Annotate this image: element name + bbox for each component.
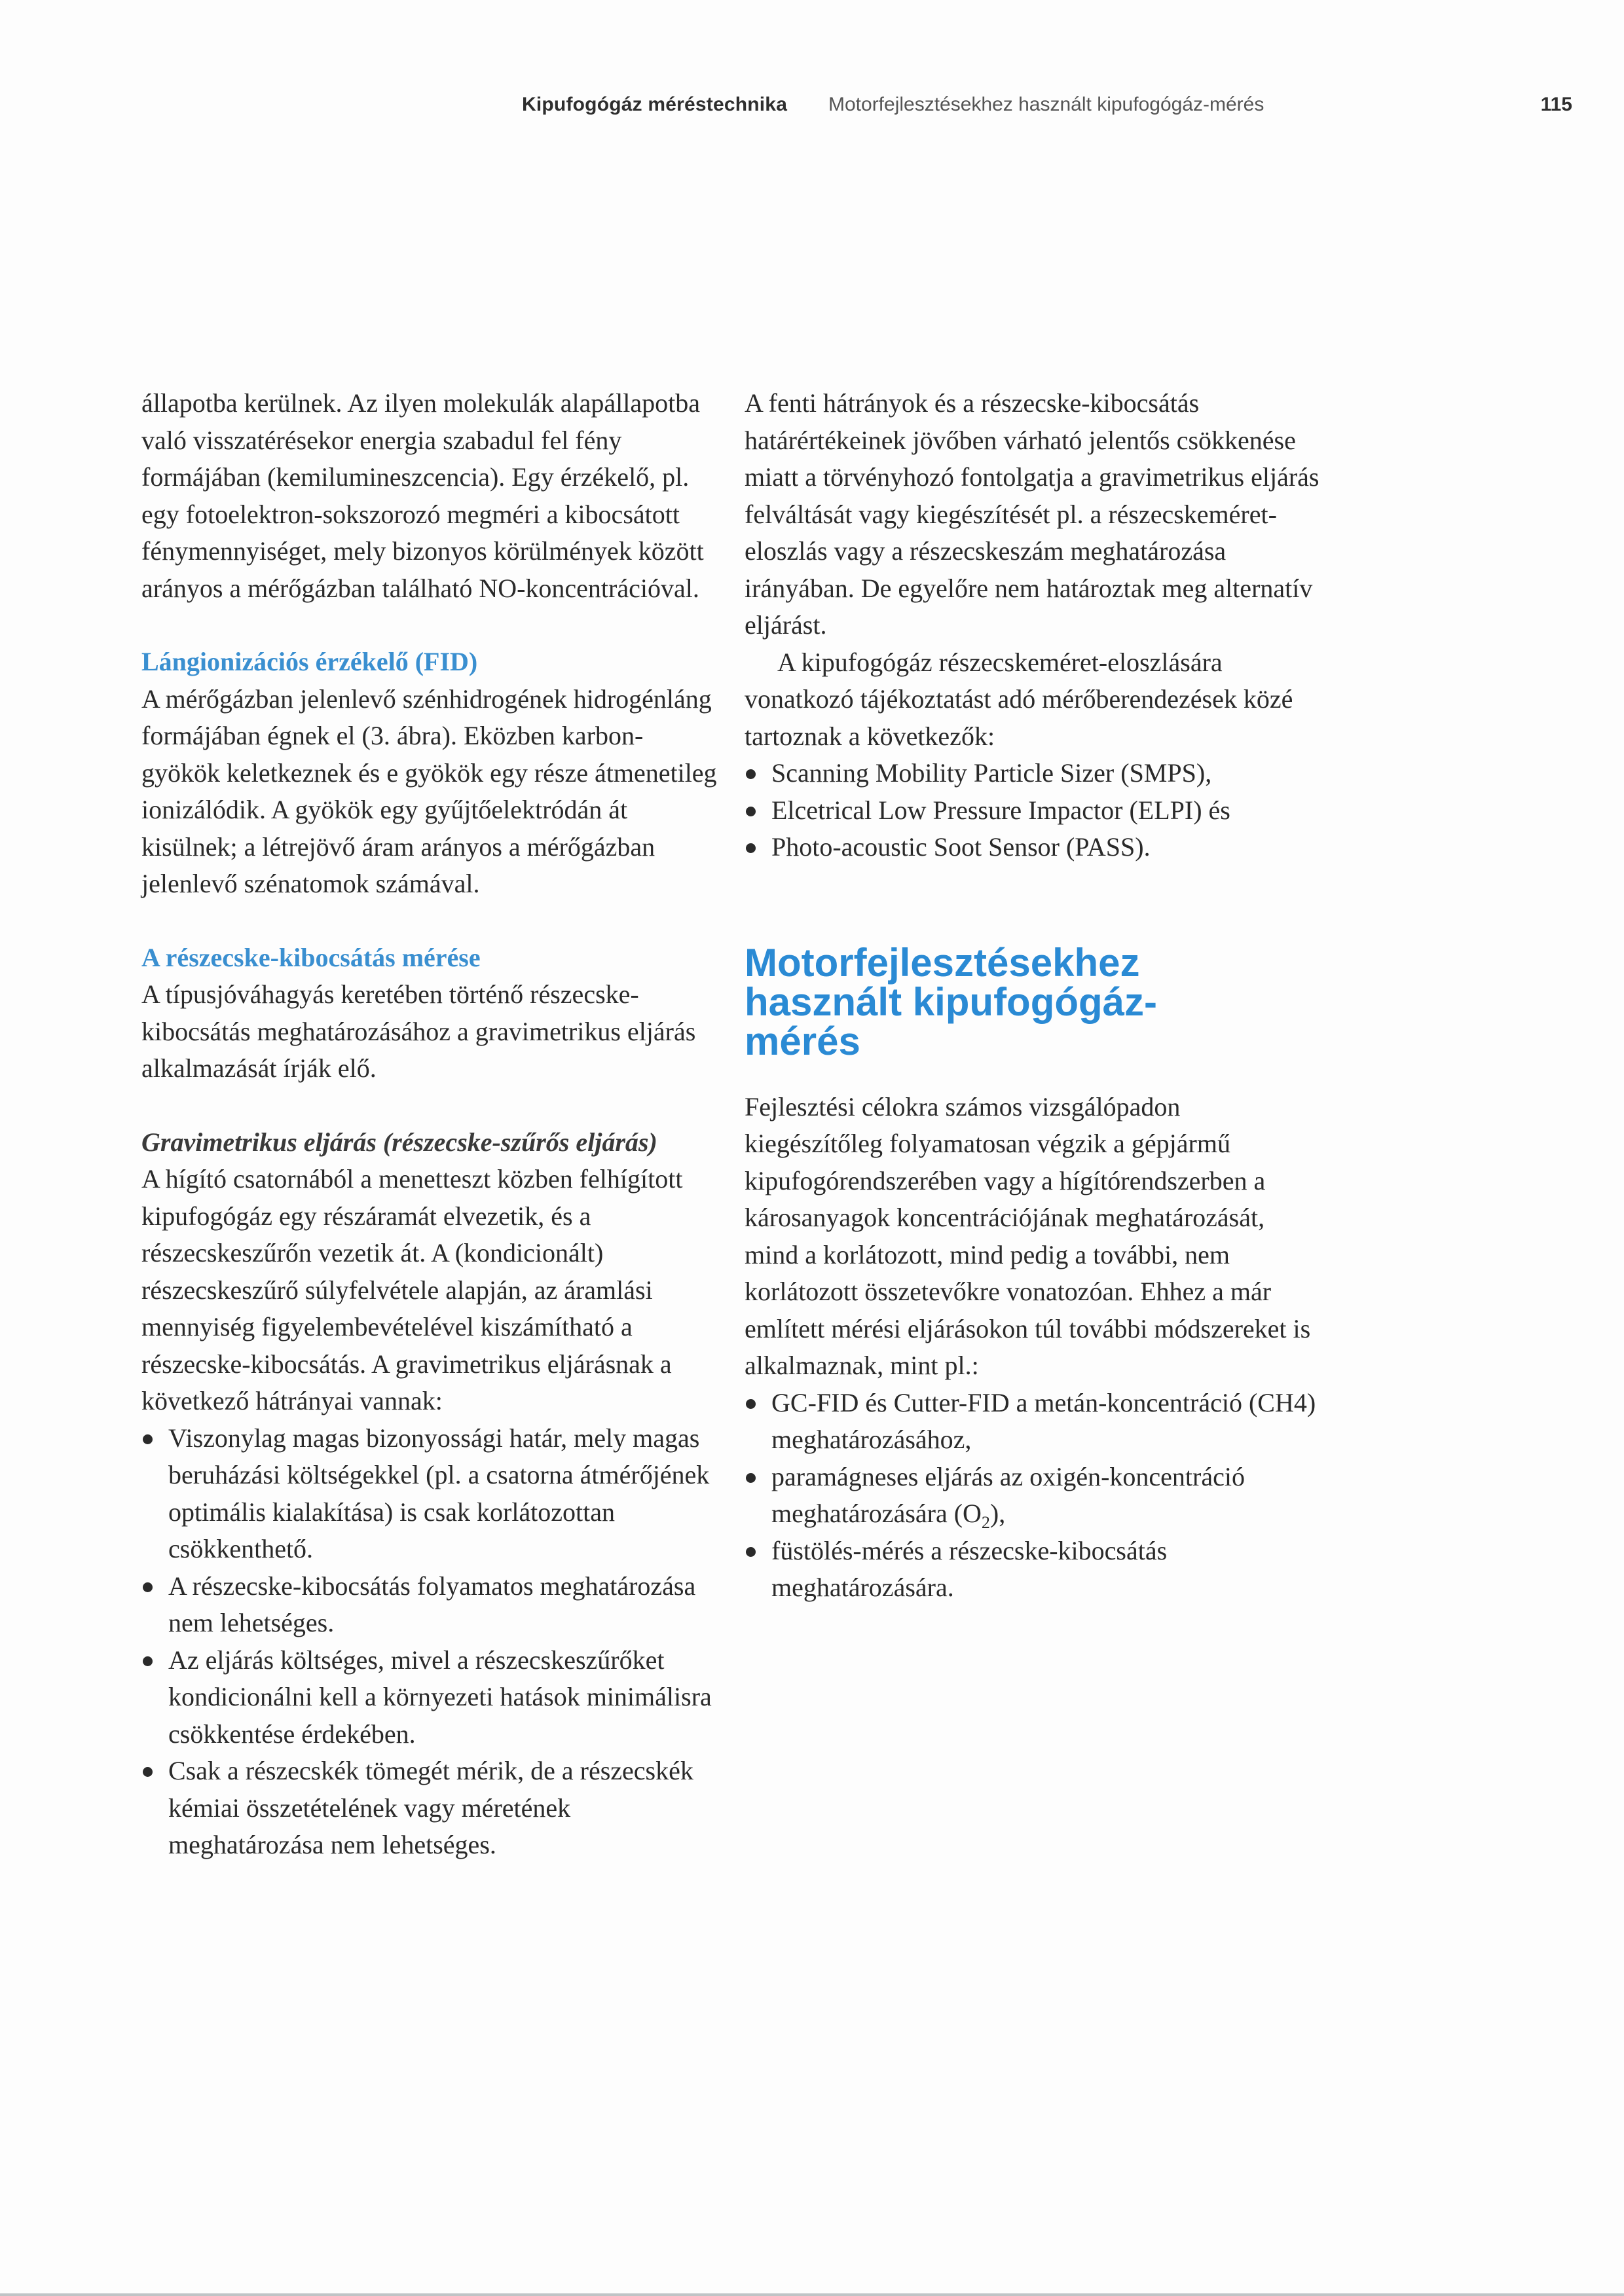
fid-heading: Lángionizációs érzékelő (FID) <box>141 647 478 676</box>
particle-paragraph: A típusjóváhagyás keretében történő részecske-kibocsátás meghatározásához a gravimetrikus eljárás alkalmazását írják elő. <box>141 979 696 1083</box>
bullet-icon <box>746 843 756 853</box>
methods-list <box>745 1385 1321 1607</box>
list-item: Scanning Mobility Particle Sizer (SMPS), <box>745 755 1321 792</box>
bullet-icon <box>746 1473 756 1483</box>
running-header <box>0 90 1624 119</box>
list-item: A részecske-kibocsátás folyamatos meghatározása nem lehetséges. <box>141 1568 718 1642</box>
disadvantages-list <box>141 1420 718 1864</box>
gravimetric-paragraph: A hígító csatornából a menetteszt közben felhígított kipufogógáz egy részáramát elvezetik, és a részecskeszűrőn vezetik át. A (kondicionált) részecskeszűrő súlyfelvétele alapján, az áramlási mennyiség figyelembevételével kiszámítható a részecske-kibocsátás. A gravimetrikus eljárásnak a következő hátrányai vannak: <box>141 1164 683 1415</box>
list-item: paramágneses eljárás az oxigén-koncentráció meghatározására $(O_2)$, <box>745 1459 1321 1533</box>
chapter-title: Kipufogógáz méréstechnika <box>522 94 788 115</box>
list-item: Csak a részecskék tömegét mérik, de a részecskék kémiai összetételének vagy méretének meghatározása nem lehetséges. <box>141 1753 718 1864</box>
left-column <box>141 385 718 1864</box>
page-number: 115 <box>1540 94 1572 115</box>
list-item: Photo-acoustic Soot Sensor (PASS). <box>745 829 1321 866</box>
alternatives-paragraph: A fenti hátrányok és a részecske-kibocsátás határértékeinek jövőben várható jelentős csökkenése miatt a törvényhozó fontolgatja a gravimetrikus eljárás felváltását vagy kiegészítését pl. a részecskeméret-eloszlás vagy a részecskeszám meghatározása irányában. De egyelőre nem határoztak meg alternatív eljárást. <box>745 388 1320 640</box>
list-item: Az eljárás költséges, mivel a részecskeszűrőket kondicionálni kell a környezeti hatások minimálisra csökkentése érdekében. <box>141 1642 718 1753</box>
section-heading: Motorfejlesztésekhez használt kipufogógáz-mérés <box>745 940 1157 1063</box>
section-paragraph: Fejlesztési célokra számos vizsgálópadon kiegészítőleg folyamatosan végzik a gépjármű kipufogórendszerében vagy a hígítórendszerben a károsanyagok koncentrációjának meghatározását, mind a korlátozott, mind pedig a további, nem korlátozott összetevőkre vonatozóan. Ehhez a már említett mérési eljárásokon túl további módszereket is alkalmaznak, mint pl.: <box>745 1091 1311 1380</box>
subscript: 2 <box>981 1513 990 1532</box>
gravimetric-heading: Gravimetrikus eljárás (részecske-szűrős eljárás) <box>141 1127 657 1157</box>
list-item: Elcetrical Low Pressure Impactor (ELPI) és <box>745 792 1321 829</box>
bullet-icon <box>143 1434 153 1444</box>
bullet-icon <box>746 1399 756 1409</box>
list-item: Viszonylag magas bizonyossági határ, mely magas beruházási költségekkel (pl. a csatorna átmérőjének optimális kialakítása) is csak korlátozottan csökkenthető. <box>141 1420 718 1568</box>
scan-edge-divider <box>0 2293 1624 2296</box>
list-item: GC-FID és Cutter-FID a metán-koncentráció (CH4) meghatározásához, <box>745 1385 1321 1459</box>
bullet-icon <box>746 1547 756 1557</box>
fid-paragraph: A mérőgázban jelenlevő szénhidrogének hidrogénláng formájában égnek el (3. ábra). Eközben karbon-gyökök keletkeznek és e gyökök egy része átmenetileg ionizálódik. A gyökök egy gyűjtőelektródán át kisülnek; a létrejövő áram arányos a mérőgázban jelenlevő szénatomok számával. <box>141 683 717 898</box>
bullet-icon <box>143 1582 153 1592</box>
list-item: füstölés-mérés a részecske-kibocsátás meghatározására. <box>745 1533 1321 1607</box>
instruments-intro-paragraph: A kipufogógáz részecskeméret-eloszlására vonatkozó tájékoztatást adó mérőberendezések közé tartoznak a következők: <box>745 647 1293 751</box>
bullet-icon <box>746 769 756 779</box>
section-title-header: Motorfejlesztésekhez használt kipufogógáz-mérés <box>828 94 1264 115</box>
bullet-icon <box>143 1656 153 1666</box>
right-column <box>745 385 1321 1607</box>
bullet-icon <box>143 1767 153 1777</box>
particle-heading: A részecske-kibocsátás mérése <box>141 942 481 972</box>
intro-paragraph: állapotba kerülnek. Az ilyen molekulák alapállapotba való visszatérésekor energia szabadul fel fény formájában (kemilumineszcencia). Egy érzékelő, pl. egy fotoelektron-sokszorozó megméri a kibocsátott fénymennyiséget, mely bizonyos körülmények között arányos a mérőgázban található NO-koncentrációval. <box>141 388 704 603</box>
instruments-list <box>745 755 1321 866</box>
bullet-icon <box>746 807 756 816</box>
